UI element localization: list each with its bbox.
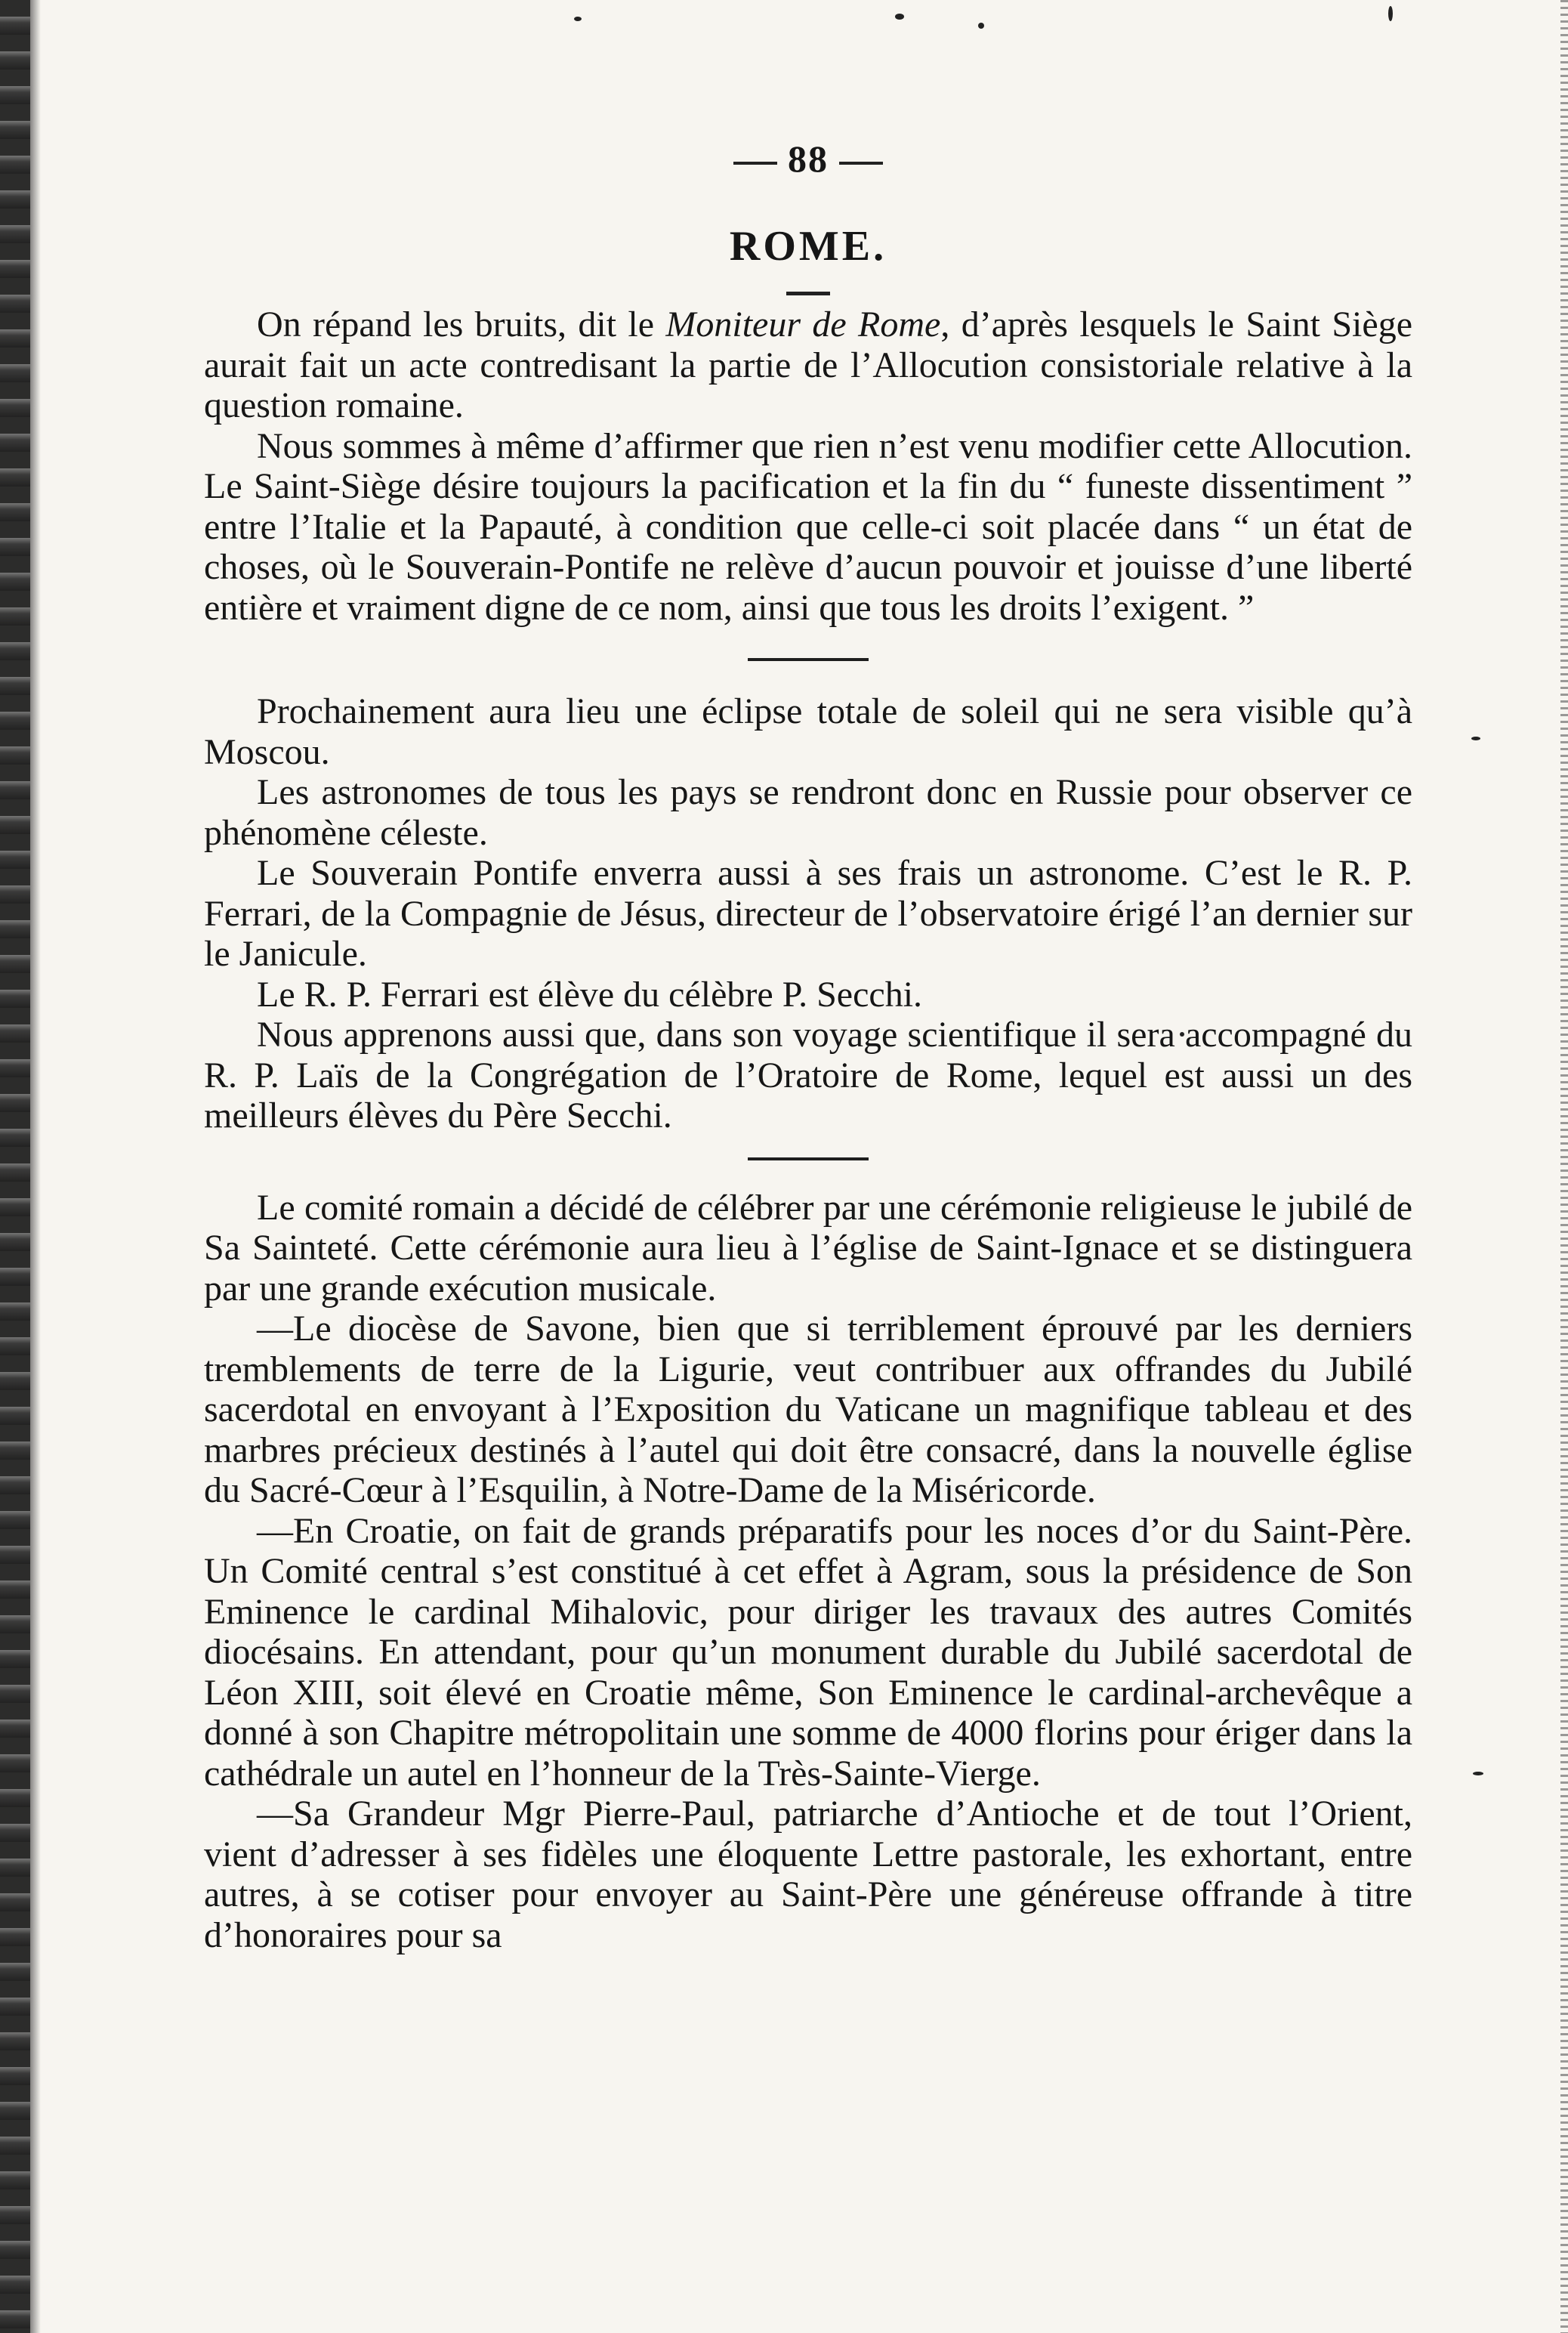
article-1-paragraph-2: Nous sommes à même d’affirmer que rien n’est venu modifier cette Allocution. Le Saint-Siège désire toujours la pacification et la fin du “ funeste dissentiment ” entre l’Italie et la Papauté, à condition que celle-ci soit placée dans “ un état de choses, où le Souverain-Pontife ne relève d’aucun pouvoir et jouisse d’une liberté entière et vraiment digne de ce nom, ainsi que tous les droits l’exigent. ” [204, 425, 1412, 628]
page-number [204, 136, 1412, 181]
page-right-edge [1560, 0, 1568, 2333]
paragraph-text: On répand les bruits, dit le [257, 304, 666, 345]
section-divider [748, 1157, 869, 1160]
page-number-text: 88 [788, 138, 829, 180]
article-1-paragraph-1 [204, 304, 1412, 426]
ink-speck [1388, 6, 1393, 21]
article-2-paragraph-2: Les astronomes de tous les pays se rendront donc en Russie pour observer ce phénomène céleste. [204, 772, 1412, 853]
article-2-paragraph-5: Nous apprenons aussi que, dans son voyage scientifique il sera accompagné du R. P. Laïs de la Congrégation de l’Oratoire de Rome, lequel est aussi un des meilleurs élèves du Père Secchi. [204, 1015, 1412, 1136]
document-page [204, 136, 1412, 1955]
article-3 [204, 1188, 1412, 1956]
article-2-paragraph-4: Le R. P. Ferrari est élève du célèbre P. Secchi. [257, 974, 923, 1015]
ink-speck [1471, 737, 1480, 740]
ink-speck [1473, 1772, 1483, 1775]
section-divider [748, 658, 869, 661]
article-3-paragraph-4: —Sa Grandeur Mgr Pierre-Paul, patriarche d’Antioche et de tout l’Orient, vient d’adresser à ses fidèles une éloquente Lettre pastorale, les exhortant, entre autres, à se cotiser pour envoyer au Saint-Père une généreuse offrande à titre d’honoraires pour sa [204, 1794, 1412, 1955]
ink-speck [574, 17, 582, 21]
article-3-paragraph-3: —En Croatie, on fait de grands préparatifs pour les noces d’or du Saint-Père. Un Comité central s’est constitué à cet effet à Agram, sous la présidence de Son Eminence le cardinal Mihalovic, pour diriger les travaux des autres Comités diocésains. En attendant, pour qu’un monument durable du Jubilé sacerdotal de Léon XIII, soit élevé en Croatie même, Son Eminence le cardinal-archevêque a donné à son Chapitre métropolitain une somme de 4000 florins pour ériger dans la cathédrale un autel en l’honneur de la Très-Sainte-Vierge. [204, 1510, 1412, 1794]
article-2-paragraph-3: Le Souverain Pontife enverra aussi à ses frais un astronome. C’est le R. P. Ferrari, de la Compagnie de Jésus, directeur de l’observatoire érigé l’an dernier sur le Janicule. [204, 853, 1412, 974]
ink-speck [895, 14, 904, 20]
title-rule [786, 292, 830, 295]
article-1 [204, 304, 1412, 628]
newspaper-title: Moniteur de Rome [665, 304, 941, 345]
binding-shadow [30, 0, 41, 2333]
article-3-paragraph-1: Le comité romain a décidé de célébrer par une cérémonie religieuse le jubilé de Sa Sainteté. Cette cérémonie aura lieu à l’église de Saint-Ignace et se distinguera par une grande exécution musicale. [204, 1187, 1412, 1309]
page-number-left-ornament [733, 162, 777, 165]
article-3-paragraph-2: —Le diocèse de Savone, bien que si terriblement éprouvé par les derniers tremblements de terre de la Ligurie, veut contribuer aux offrandes du Jubilé sacerdotal en envoyant à l’Exposition du Vaticane un magnifique tableau et des marbres précieux destinés à l’autel qui doit être consacré, dans la nouvelle église du Sacré-Cœur à l’Esquilin, à Notre-Dame de la Miséricorde. [204, 1309, 1412, 1510]
page-number-right-ornament [839, 162, 883, 165]
article-2-paragraph-1: Prochainement aura lieu une éclipse totale de soleil qui ne sera visible qu’à Moscou. [204, 691, 1412, 772]
ink-speck [978, 23, 984, 29]
section-title: ROME. [729, 223, 887, 270]
article-2 [204, 691, 1412, 1136]
paragraph-text: , d’après lesquels le Saint Siège aurait fait un acte contredisant la partie de l’Allocution consistoriale relative à la question romaine. [204, 304, 1412, 425]
book-binding-edge [0, 0, 30, 2333]
